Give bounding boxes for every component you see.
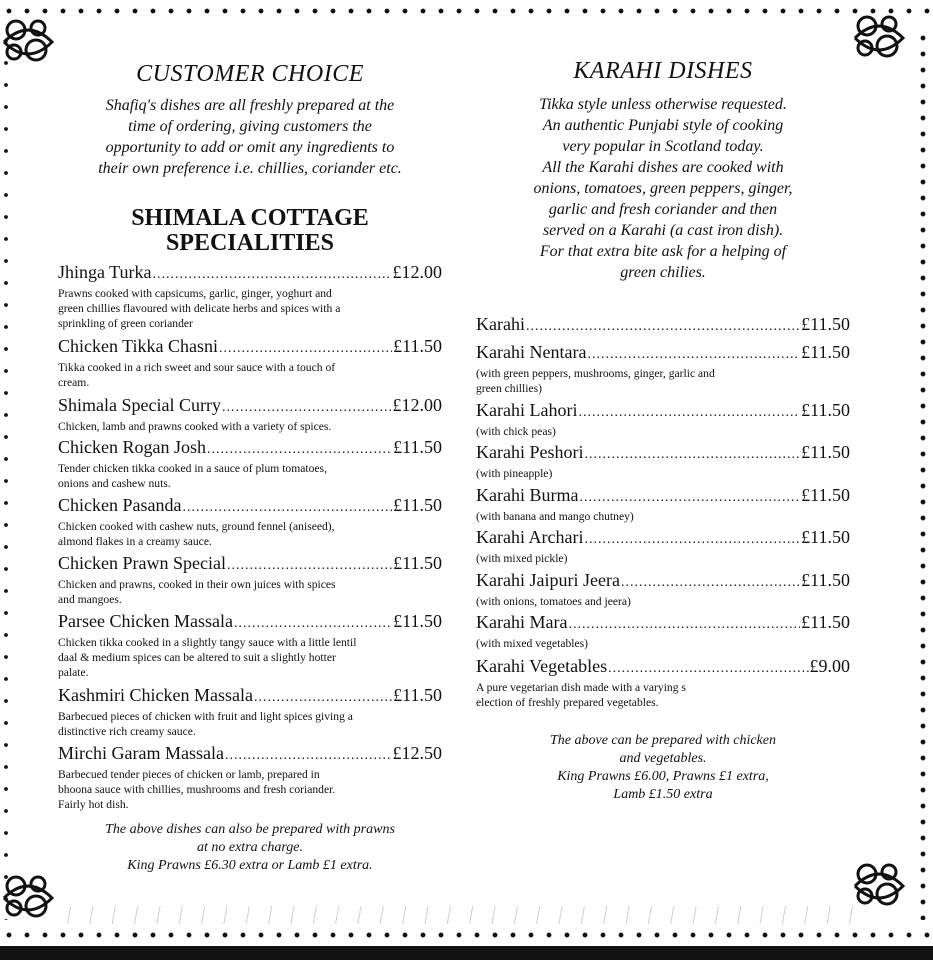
item-price: £11.50 [393, 553, 442, 573]
menu-item-karahi [476, 314, 850, 337]
menu-item-karahi-lahori [476, 400, 850, 439]
item-name: Karahi Nentara [476, 342, 587, 362]
right-dotted-border [917, 30, 929, 920]
intro-line: garlic and fresh coriander and then [548, 201, 778, 218]
intro-line: very popular in Scotland today. [562, 138, 764, 155]
item-name: Karahi Archari [476, 527, 584, 547]
specialities-title-line2: SPECIALITIES [165, 230, 335, 256]
item-desc: Prawns cooked with capsicums, garlic, ginger, yoghurt and green chillies flavoured with delicate herbs and spices with a sprinkling of green coriander [58, 287, 341, 330]
intro-line: Shafiq's dishes are all freshly prepared at the [105, 97, 395, 114]
menu-item-kashmiri-chicken-massala [58, 685, 442, 739]
item-name: Karahi Burma [476, 485, 579, 505]
menu-item-karahi-jaipuri-jeera [476, 570, 850, 609]
item-name: Jhinga Turka [58, 262, 152, 282]
item-price: £11.50 [801, 485, 850, 505]
left-dotted-border [0, 30, 12, 920]
intro-line: opportunity to add or omit any ingredients to [105, 139, 395, 156]
item-price: £11.50 [801, 527, 850, 547]
menu-item-chicken-rogan-josh [58, 437, 442, 491]
intro-line: onions, tomatoes, green peppers, ginger, [533, 180, 793, 197]
item-desc: A pure vegetarian dish made with a varying s election of freshly prepared vegetables. [476, 681, 686, 709]
menu-item-chicken-prawn-special [58, 553, 442, 607]
intro-line: An authentic Punjabi style of cooking [542, 117, 784, 134]
item-name: Chicken Pasanda [58, 495, 182, 515]
item-name: Karahi Jaipuri Jeera [476, 570, 620, 590]
item-price: £11.50 [393, 611, 442, 631]
menu-item-mirchi-garam-massala [58, 743, 442, 812]
top-dotted-border [0, 4, 933, 18]
item-desc: (with pineapple) [476, 467, 553, 480]
item-name: Karahi Mara [476, 612, 568, 632]
intro-line: served on a Karahi (a cast iron dish). [542, 222, 784, 239]
item-desc: Barbecued pieces of chicken with fruit and light spices giving a distinctive rich creamy sauce. [58, 710, 353, 738]
item-price: £11.50 [393, 495, 442, 515]
intro-line: their own preference i.e. chillies, coriander etc. [98, 160, 402, 177]
corner-ornament-icon [0, 14, 56, 70]
menu-item-karahi-vegetables [476, 656, 850, 710]
corner-ornament-icon [851, 10, 907, 66]
intro-line: Tikka style unless otherwise requested. [539, 96, 787, 113]
item-name: Parsee Chicken Massala [58, 611, 233, 631]
item-price: £12.00 [392, 395, 442, 415]
item-name: Chicken Rogan Josh [58, 437, 206, 457]
item-desc: Chicken tikka cooked in a slightly tangy sauce with a little lentil daal & medium spices can be altered to suit a slightly hotter palate. [58, 636, 357, 679]
item-price: £9.00 [809, 656, 850, 676]
item-name: Karahi Vegetables [476, 656, 608, 676]
item-desc: (with chick peas) [476, 425, 556, 438]
menu-item-karahi-archari [476, 527, 850, 566]
item-desc: (with green peppers, mushrooms, ginger, garlic and green chillies) [476, 367, 715, 395]
item-price: £12.00 [392, 262, 442, 282]
menu-item-chicken-tikka-chasni [58, 336, 442, 390]
intro-line: For that extra bite ask for a helping of [539, 243, 787, 260]
corner-ornament-icon [0, 870, 56, 926]
item-price: £12.50 [392, 743, 442, 763]
intro-line: All the Karahi dishes are cooked with [542, 159, 784, 176]
item-price: £11.50 [801, 314, 850, 334]
customer-choice-intro [58, 95, 442, 179]
item-price: £11.50 [801, 342, 850, 362]
item-desc: Tikka cooked in a rich sweet and sour sauce with a touch of cream. [58, 361, 336, 389]
karahi-title: KARAHI DISHES [573, 58, 753, 84]
item-price: £11.50 [801, 442, 850, 462]
item-desc: Chicken cooked with cashew nuts, ground fennel (aniseed), almond flakes in a creamy sauce. [58, 520, 335, 548]
bottom-black-band [0, 946, 933, 960]
item-price: £11.50 [393, 685, 442, 705]
bottom-vine-ornament [60, 906, 853, 924]
item-price: £11.50 [801, 612, 850, 632]
item-desc: (with mixed pickle) [476, 552, 568, 565]
menu-item-parsee-chicken-massala [58, 611, 442, 680]
left-footnote: The above dishes can also be prepared with prawns at no extra charge. King Prawns £6.30 extra or Lamb £1 extra. [105, 822, 395, 873]
menu-item-karahi-mara [476, 612, 850, 651]
specialities-title-line1: SHIMALA COTTAGE [131, 205, 369, 231]
item-name: Kashmiri Chicken Massala [58, 685, 253, 705]
item-desc: (with onions, tomatoes and jeera) [476, 595, 631, 608]
item-desc: Tender chicken tikka cooked in a sauce of plum tomatoes, onions and cashew nuts. [58, 462, 327, 490]
item-name: Mirchi Garam Massala [58, 743, 224, 763]
menu-item-jhinga-turka [58, 262, 442, 331]
intro-line: time of ordering, giving customers the [128, 118, 372, 135]
bottom-dotted-border [0, 928, 933, 942]
karahi-intro [476, 94, 850, 283]
menu-item-karahi-peshori [476, 442, 850, 481]
menu-item-karahi-nentara [476, 342, 850, 396]
customer-choice-title: CUSTOMER CHOICE [136, 61, 364, 87]
item-price: £11.50 [393, 336, 442, 356]
item-desc: Chicken and prawns, cooked in their own juices with spices and mangoes. [58, 578, 336, 606]
intro-line: green chilies. [620, 264, 706, 281]
item-name: Karahi Peshori [476, 442, 584, 462]
item-price: £11.50 [801, 400, 850, 420]
item-desc: (with banana and mango chutney) [476, 510, 634, 523]
right-footnote: The above can be prepared with chicken and vegetables. King Prawns £6.00, Prawns £1 extra, Lamb £1.50 extra [549, 733, 776, 802]
item-price: £11.50 [393, 437, 442, 457]
item-price: £11.50 [801, 570, 850, 590]
corner-ornament-icon [851, 858, 907, 914]
menu-item-chicken-pasanda [58, 495, 442, 549]
menu-item-shimala-special-curry [58, 395, 442, 434]
menu-item-karahi-burma [476, 485, 850, 524]
item-desc: Barbecued tender pieces of chicken or lamb, prepared in bhoona sauce with chillies, mushrooms and fresh coriander. Fairly hot dish. [58, 768, 336, 811]
item-desc: Chicken, lamb and prawns cooked with a variety of spices. [58, 420, 332, 433]
item-name: Shimala Special Curry [58, 395, 221, 415]
item-name: Chicken Tikka Chasni [58, 336, 219, 356]
item-name: Karahi Lahori [476, 400, 578, 420]
item-desc: (with mixed vegetables) [476, 637, 589, 650]
item-name: Karahi [476, 314, 525, 334]
item-name: Chicken Prawn Special [58, 553, 226, 573]
